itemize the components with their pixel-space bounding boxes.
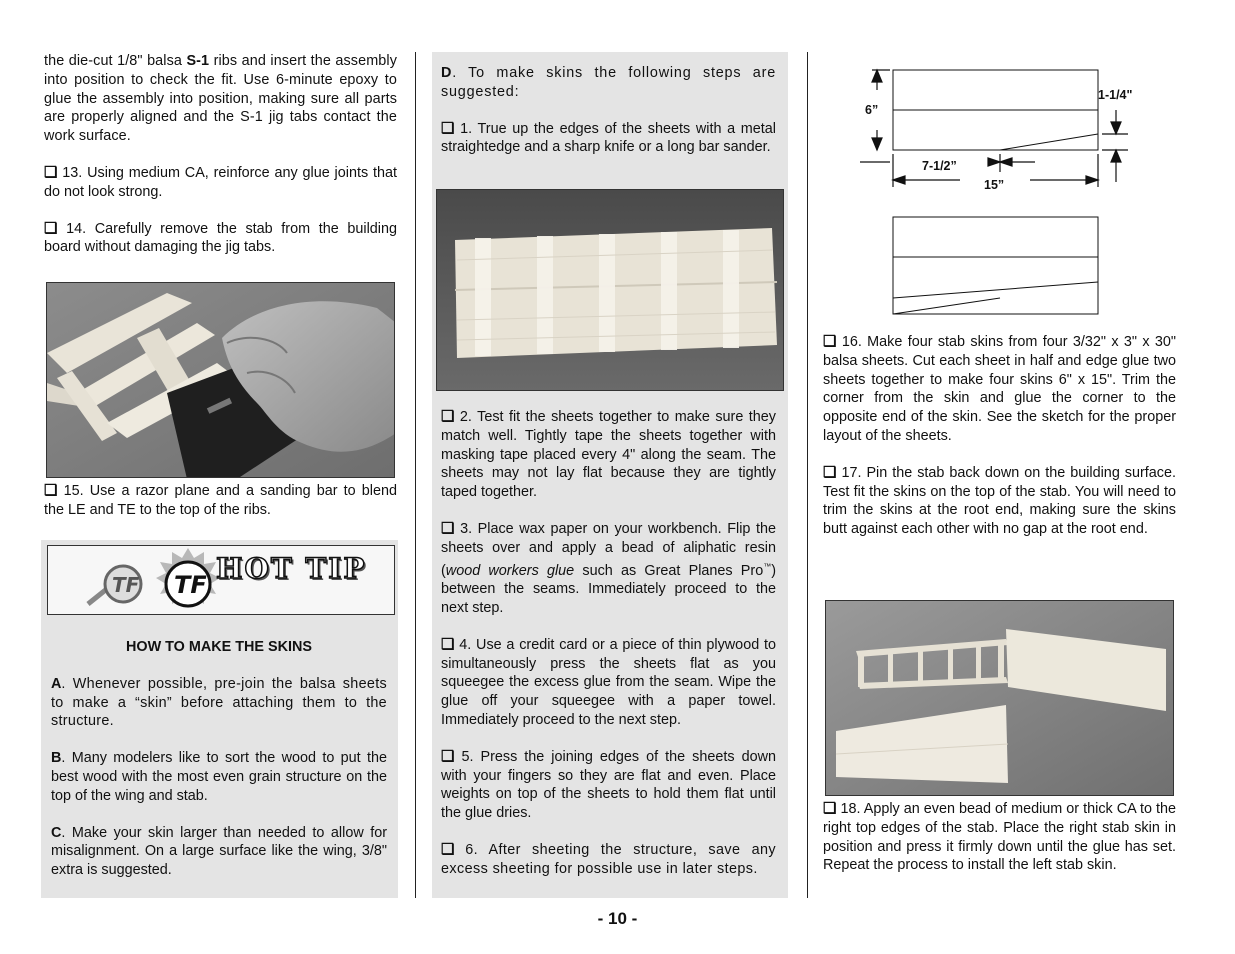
step-17-text: 17. Pin the stab back down on the building surface. Test fit the skins on the top of the stab. You will need to trim the skins at the root end, making sure the skins butt against each other with no gap at the root end. [823, 464, 1176, 538]
step-15-text: 15. Use a razor plane and a sanding bar to blend the LE and TE to the top of the ribs. [44, 483, 397, 518]
column-middle-top [441, 64, 776, 157]
skin-layout-diagram-svg [850, 62, 1160, 322]
checkbox-icon[interactable]: ❏ [441, 840, 455, 858]
step-18-block [823, 800, 1176, 875]
step-6-text: 6. After sheeting the structure, save any excess sheeting for possible use in later steps. [441, 841, 776, 877]
step-3-text-post: ) between the seams. Immediately proceed to the next step. [441, 562, 776, 616]
step-13-text: 13. Using medium CA, reinforce any glue joints that do not look strong. [44, 164, 397, 200]
svg-text:TF: TF [112, 573, 140, 597]
checkbox-icon[interactable]: ❏ [441, 747, 455, 765]
checkbox-icon[interactable]: ❏ [44, 163, 58, 181]
step-15-block [44, 482, 397, 520]
dim-mid-label: 7-1/2” [922, 159, 957, 173]
step-5-text: 5. Press the joining edges of the sheets down with your fingers so they are flat and even. Place weights on top of the sheets to hold them flat until the glue dries. [441, 748, 776, 822]
step-d [441, 64, 776, 102]
tip-c-letter: C [51, 824, 62, 841]
photo-taped-sheets [436, 189, 784, 391]
step-d-letter: D [441, 65, 453, 81]
part-label-s1: S-1 [186, 53, 210, 69]
tip-a-text: . Whenever possible, pre-join the balsa sheets to make a “skin” before attaching them to the structure. [51, 675, 387, 730]
hot-tip-banner [47, 545, 395, 615]
photo-stab-and-skin-image [826, 601, 1174, 796]
step-14-text: 14. Carefully remove the stab from the building board without damaging the jig tabs. [44, 220, 397, 256]
checkbox-icon[interactable]: ❏ [44, 219, 58, 237]
photo-sanding-stab [46, 282, 395, 478]
dim-height-label: 6” [865, 103, 879, 117]
intro-text-pre: the die-cut 1/8" balsa [44, 53, 187, 69]
page-number: - 10 - [597, 909, 638, 928]
photo-taped-sheets-image [437, 190, 784, 391]
tip-b [51, 749, 387, 805]
checkbox-icon[interactable]: ❏ [441, 519, 455, 537]
step-3 [441, 520, 776, 618]
step-14 [44, 220, 397, 258]
step-2 [441, 408, 776, 502]
hot-tip-heading: HOW TO MAKE THE SKINS [125, 639, 313, 655]
step-3-text-pre: 3. Place wax paper on your workbench. Flip the sheets over and apply a bead of aliphatic resin ( [441, 520, 777, 579]
column-left [44, 52, 397, 257]
column-middle-steps [441, 408, 776, 879]
checkbox-icon[interactable]: ❏ [823, 463, 837, 481]
tip-b-text: . Many modelers like to sort the wood to put the best wood with the most even grain structure on the top of the wing and stab. [51, 750, 387, 804]
checkbox-icon[interactable]: ❏ [823, 333, 837, 350]
column-divider-right [807, 52, 808, 898]
step-4 [441, 636, 776, 730]
trademark-symbol: ™ [763, 561, 772, 571]
column-divider-left [415, 52, 416, 898]
checkbox-icon[interactable]: ❏ [441, 408, 455, 425]
step-3-text-mid: such as Great Planes Pro [574, 562, 764, 579]
checkbox-icon[interactable]: ❏ [441, 635, 455, 653]
checkbox-icon[interactable]: ❏ [823, 800, 837, 817]
dim-length-label: 15” [984, 178, 1005, 192]
checkbox-icon[interactable]: ❏ [441, 119, 455, 137]
step-16 [823, 333, 1176, 446]
step-18-text: 18. Apply an even bead of medium or thick CA to the right top edges of the stab. Place the right stab skin in position and press it firmly down until the glue has set. Repeat the process to install the left stab skin. [823, 801, 1176, 874]
step-4-text: 4. Use a credit card or a piece of thin plywood to simultaneously press the sheets flat as you squeegee the excess glue from the seam. Wipe the glue off your squeegee with a paper towel. Immediately proceed to the next step. [441, 636, 776, 728]
intro-paragraph [44, 52, 397, 146]
photo-sanding-stab-image [47, 283, 395, 478]
photo-stab-and-skin [825, 600, 1174, 796]
step-d-text: . To make skins the following steps are suggested: [441, 65, 776, 100]
tip-a [51, 675, 387, 731]
tip-b-letter: B [51, 750, 62, 767]
tip-c [51, 824, 387, 880]
intro-text-post: ribs and insert the assembly into position to check the fit. Use 6-minute epoxy to glue the assembly into position, making sure all parts are properly aligned and the S-1 jig tabs contact the work surface. [44, 53, 397, 145]
step-2-text: 2. Test fit the sheets together to make sure they match well. Tightly tape the sheets together with masking tape placed every 4" along the seam. The sheets may not lay flat because they are tightly taped together. [441, 409, 777, 501]
step-17 [823, 464, 1176, 539]
column-right-steps [823, 333, 1176, 539]
step-13 [44, 164, 397, 202]
skin-layout-diagram [850, 62, 1160, 322]
tip-c-text: . Make your skin larger than needed to allow for misalignment. On a large surface like the wing, 3/8" extra is suggested. [51, 824, 387, 879]
tf-logo-letters: TF [174, 571, 207, 599]
step-5 [441, 748, 776, 823]
step-6 [441, 841, 776, 879]
step-18 [823, 800, 1176, 875]
step-16-text: 16. Make four stab skins from four 3/32" x 3" x 30" balsa sheets. Cut each sheet in half and edge glue two sheets together to make four skins 6" x 15". Trim the corner from the skin and glue the corner to the opposite end of the skin. See the sketch for the proper layout of the sheets. [823, 334, 1176, 444]
dim-tip-label: 1-1/4" [1098, 88, 1133, 102]
step-1 [441, 120, 776, 158]
hot-tip-title: HOT TIP [216, 552, 367, 585]
step-15 [44, 482, 397, 520]
tip-a-letter: A [51, 675, 62, 692]
step-3-italic: wood workers glue [445, 562, 575, 579]
hot-tip-content [51, 638, 387, 880]
checkbox-icon[interactable]: ❏ [44, 482, 58, 499]
step-1-text: 1. True up the edges of the sheets with a metal straightedge and a sharp knife or a long bar sander. [441, 120, 776, 156]
